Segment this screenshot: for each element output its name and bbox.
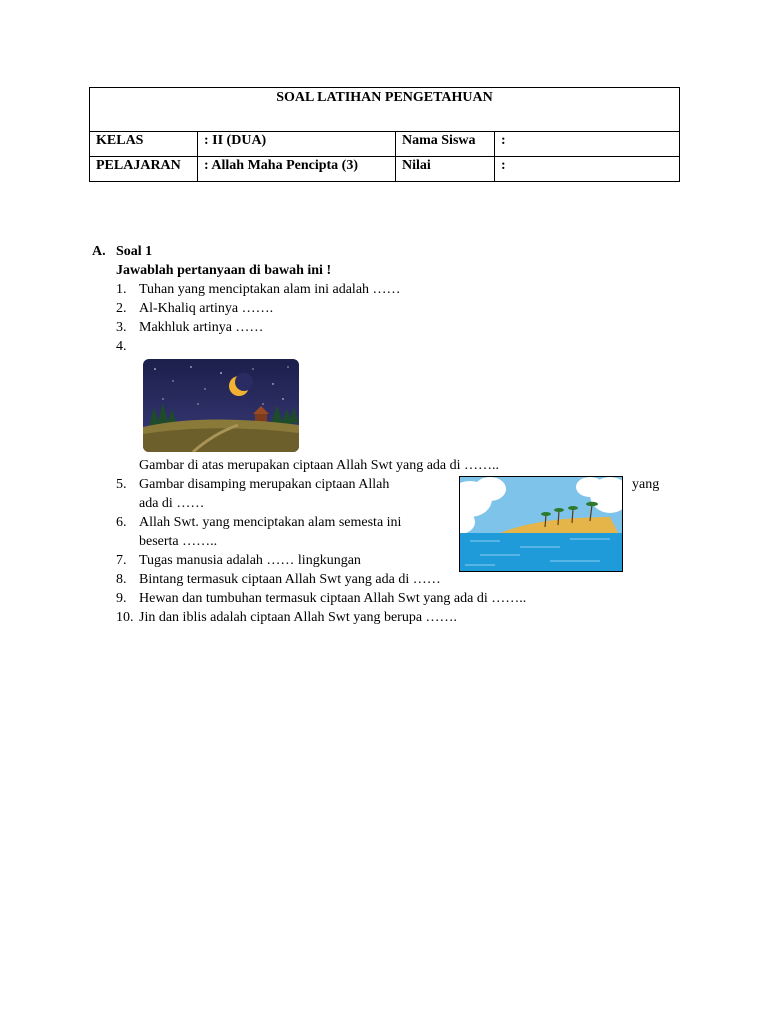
night-sky-moon-picture [143,359,299,452]
question-text: Bintang termasuk ciptaan Allah Swt yang ada di …… [139,572,441,587]
question-text: Makhluk artinya …… [139,320,264,335]
nama-siswa-label: Nama Siswa [396,132,495,157]
pelajaran-label: PELAJARAN [90,157,198,182]
question-number: 2. [116,301,127,316]
nama-siswa-value[interactable]: : [495,132,680,157]
header-table [89,87,680,182]
question-text: Allah Swt. yang menciptakan alam semesta ini [139,515,402,530]
question-text-tail: yang [632,477,660,492]
pelajaran-value: : Allah Maha Pencipta (3) [198,157,396,182]
section-marker: A. [92,244,106,259]
question-text: Gambar disamping merupakan ciptaan Allah [139,477,390,492]
question-number: 7. [116,553,127,568]
question-text-continued: beserta …….. [139,534,218,549]
kelas-value: : II (DUA) [198,132,396,157]
question-text: Tugas manusia adalah …… lingkungan [139,553,361,568]
nilai-value[interactable]: : [495,157,680,182]
document-title: SOAL LATIHAN PENGETAHUAN [90,88,680,132]
question-text: Tuhan yang menciptakan alam ini adalah …… [139,282,401,297]
instruction: Jawablah pertanyaan di bawah ini ! [116,263,332,278]
section-title: Soal 1 [116,244,153,259]
sea-island-picture [459,476,623,572]
question-number: 4. [116,339,127,354]
question-number: 6. [116,515,127,530]
question-number: 9. [116,591,127,606]
question-text: Hewan dan tumbuhan termasuk ciptaan Allah Swt yang ada di …….. [139,591,527,606]
question-number: 10. [116,610,134,625]
question-number: 8. [116,572,127,587]
nilai-label: Nilai [396,157,495,182]
question-text: Jin dan iblis adalah ciptaan Allah Swt yang berupa ……. [139,610,458,625]
kelas-label: KELAS [90,132,198,157]
question-text-continued: ada di …… [139,496,205,511]
question-number: 3. [116,320,127,335]
question-text: Gambar di atas merupakan ciptaan Allah Swt yang ada di …….. [139,458,500,473]
question-number: 5. [116,477,127,492]
question-text: Al-Khaliq artinya ……. [139,301,274,316]
question-number: 1. [116,282,127,297]
